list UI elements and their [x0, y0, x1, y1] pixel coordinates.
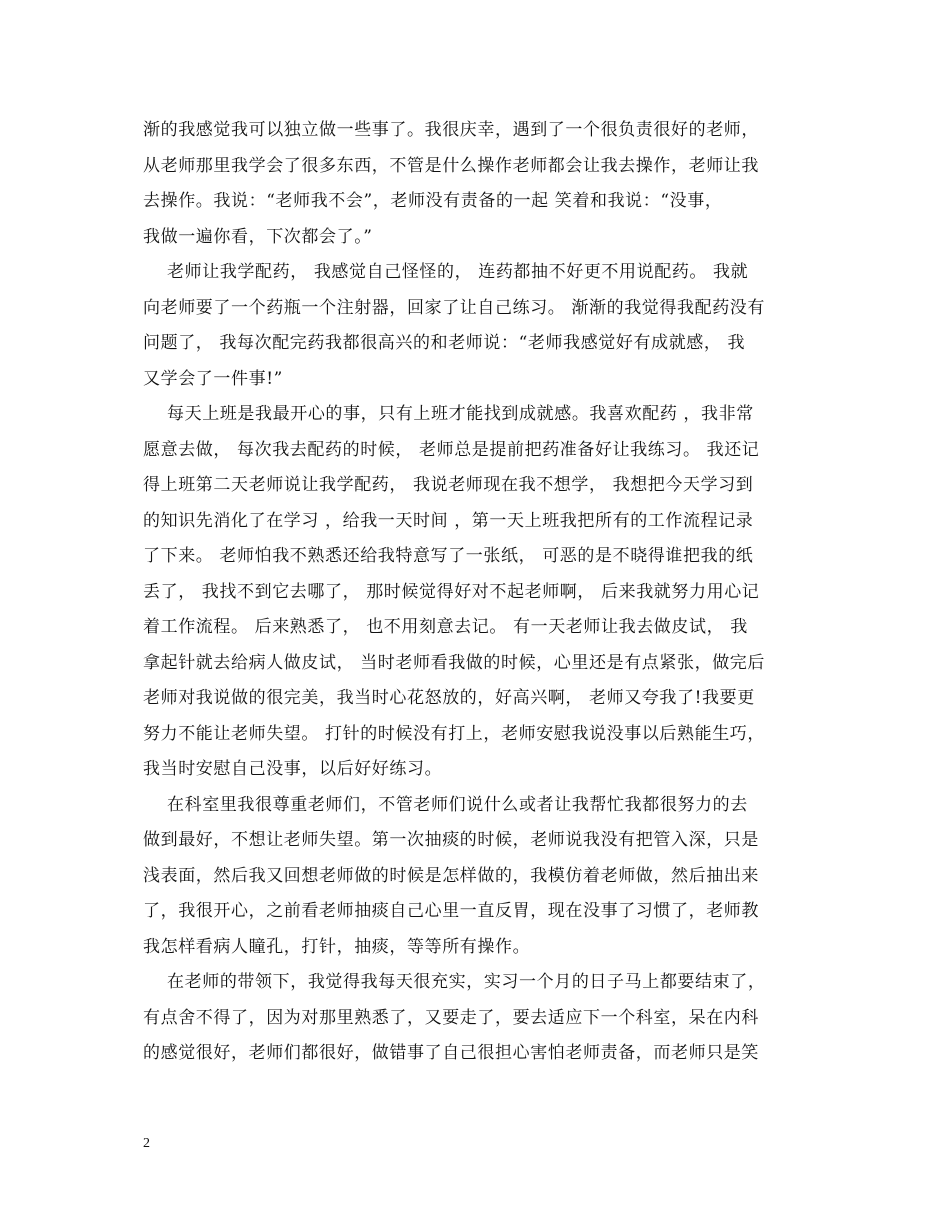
text-line: 我做一遍你看，下次都会了。”	[143, 226, 373, 247]
text-line: 丢了， 我找不到它去哪了， 那时候觉得好对不起老师啊， 后来我就努力用心记	[143, 581, 760, 602]
text-line: 每天上班是我最开心的事，只有上班才能找到成就感。我喜欢配药 ，我非常	[143, 404, 754, 424]
page-number: 2	[143, 1136, 150, 1151]
text-line: 的知识先消化了在学习 ，给我一天时间 ，第一天上班我把所有的工作流程记录	[143, 510, 754, 531]
text-line: 渐的我感觉我可以独立做一些事了。我很庆幸，遇到了一个很负责很好的老师，	[143, 120, 759, 140]
text-line: 了，我很开心，之前看老师抽痰自己心里一直反胃，现在没事了习惯了，老师教	[143, 901, 759, 921]
text-line: 从老师那里我学会了很多东西，不管是什么操作老师都会让我去操作，老师让我	[143, 155, 759, 176]
text-line: 拿起针就去给病人做皮试， 当时老师看我做的时候，心里还是有点紧张，做完后	[143, 652, 766, 673]
text-line: 去操作。我说：“老师我不会”，老师没有责备的一起 笑着和我说：“没事，	[143, 191, 723, 211]
text-line: 向老师要了一个药瓶一个注射器，回家了让自己练习。 渐渐的我觉得我配药没有	[143, 297, 766, 318]
text-line: 问题了， 我每次配完药我都很高兴的和老师说：“老师我感觉好有成就感， 我	[143, 333, 746, 353]
text-line: 有点舍不得了，因为对那里熟悉了，又要走了，要去适应下一个科室，呆在内科	[143, 1007, 759, 1028]
text-line: 做到最好，不想让老师失望。第一次抽痰的时候，老师说我没有把管入深，只是	[143, 830, 759, 850]
text-line: 了下来。 老师怕我不熟悉还给我特意写了一张纸， 可恶的是不晓得谁把我的纸	[143, 546, 754, 566]
text-line: 努力不能让老师失望。 打针的时候没有打上，老师安慰我说没事以后熟能生巧，	[143, 723, 766, 744]
text-line: 我怎样看病人瞳孔，打针，抽痰，等等所有操作。	[143, 936, 531, 957]
text-line: 的感觉很好，老师们都很好，做错事了自己很担心害怕老师责备，而老师只是笑	[143, 1043, 759, 1063]
text-line: 我当时安慰自己没事，以后好好练习。	[143, 759, 443, 779]
text-line: 浅表面，然后我又回想老师做的时候是怎样做的，我模仿着老师做，然后抽出来	[143, 865, 759, 886]
text-line: 着工作流程。 后来熟悉了， 也不用刻意去记。 有一天老师让我去做皮试， 我	[143, 617, 748, 637]
text-line: 在老师的带领下，我觉得我每天很充实，实习一个月的日子马上都要结束了，	[143, 972, 766, 992]
text-line: 老师让我学配药， 我感觉自己怪怪的， 连药都抽不好更不用说配药。 我就	[143, 262, 749, 282]
text-line: 愿意去做， 每次我去配药的时候， 老师总是提前把药准备好让我练习。 我还记	[143, 439, 760, 460]
body-text	[143, 113, 807, 1072]
text-line: 在科室里我很尊重老师们，不管老师们说什么或者让我帮忙我都很努力的去	[143, 794, 748, 815]
text-line: 又学会了一件事!”	[143, 368, 283, 389]
text-line: 得上班第二天老师说让我学配药， 我说老师现在我不想学， 我想把今天学习到	[143, 475, 754, 495]
text-line: 老师对我说做的很完美，我当时心花怒放的，好高兴啊， 老师又夸我了!我要更	[143, 688, 755, 708]
